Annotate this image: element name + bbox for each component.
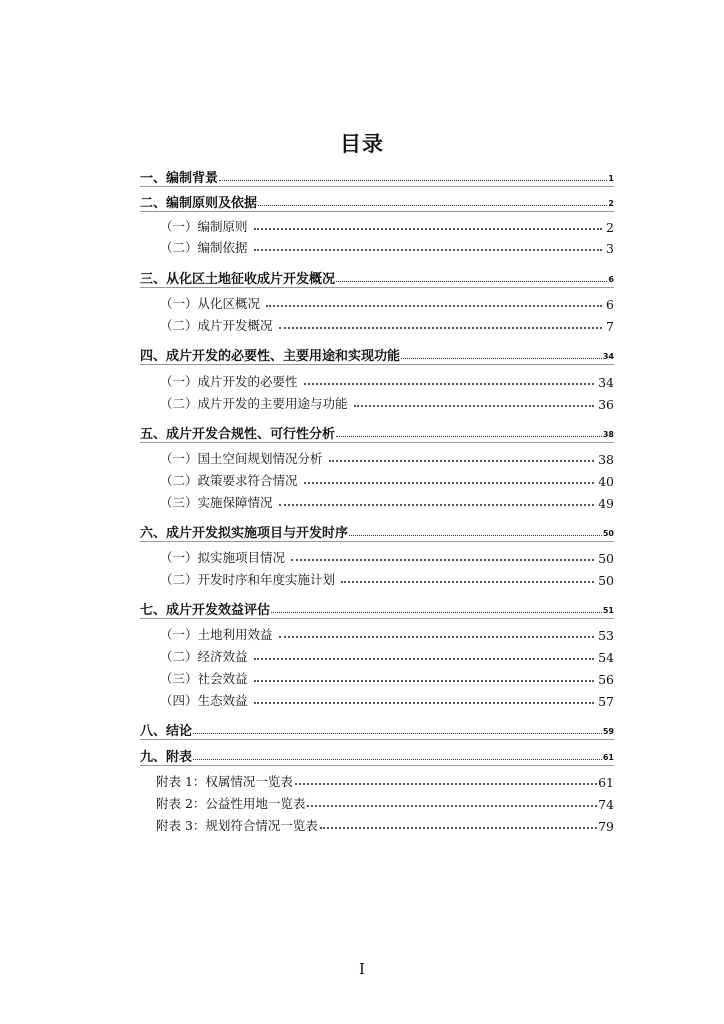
toc-entry[interactable] (140, 191, 614, 212)
toc-entry-page: 1 (608, 174, 614, 183)
toc-leader-dots (336, 436, 602, 437)
toc-entry-title: 七、成片开发效益评估 (140, 603, 271, 618)
toc-leader-dots (279, 327, 603, 329)
toc-entry-title: 三、从化区土地征收成片开发概况 (140, 272, 336, 287)
toc-entry-page: 50 (598, 551, 614, 566)
toc-entry-page: 56 (598, 672, 614, 687)
toc-entry-title: （二）编制依据 (160, 240, 248, 255)
toc-entry[interactable] (140, 647, 614, 665)
toc-entry-title: 二、编制原则及依据 (140, 196, 258, 211)
toc-leader-dots (254, 702, 595, 704)
toc-leader-dots (254, 680, 595, 682)
toc-entry-title: （一）国土空间规划情况分析 (160, 451, 323, 466)
toc-entry-page: 6 (608, 275, 614, 284)
toc-entry-title: （四）生态效益 (160, 693, 248, 708)
toc-leader-dots (295, 783, 597, 785)
toc-entry[interactable] (140, 217, 614, 235)
toc-entry[interactable] (140, 267, 614, 288)
toc-entry[interactable] (140, 691, 614, 709)
toc-entry[interactable] (140, 471, 614, 489)
toc-entry-title: （一）从化区概况 (160, 296, 261, 311)
toc-entry-title: 一、编制背景 (140, 171, 219, 186)
toc-entry[interactable] (140, 745, 614, 766)
toc-entry-page: 57 (598, 694, 614, 709)
toc-entry[interactable] (140, 294, 614, 312)
page-number: I (359, 960, 365, 978)
toc-entry-page: 54 (598, 650, 614, 665)
toc-entry-page: 38 (598, 452, 614, 467)
toc-entry-title: 附表 3：规划符合情况一览表 (156, 818, 318, 833)
toc-entry-title: （二）开发时序和年度实施计划 (160, 572, 336, 587)
toc-leader-dots (401, 358, 602, 359)
toc-leader-dots (349, 535, 602, 536)
toc-entry-page: 2 (608, 199, 614, 208)
toc-leader-dots (320, 827, 597, 829)
toc-entry-title: 附表 1：权属情况一览表 (156, 774, 293, 789)
page-title: 目录 (340, 132, 384, 156)
toc-entry[interactable] (140, 548, 614, 566)
toc-entry[interactable] (140, 372, 614, 390)
toc-entry-page: 79 (598, 819, 614, 834)
toc-entry-page: 59 (602, 727, 614, 736)
toc-entry-title: 九、附表 (140, 750, 193, 765)
toc-leader-dots (279, 636, 595, 638)
toc-leader-dots (341, 581, 594, 583)
toc-entry[interactable] (140, 816, 614, 834)
toc-entry-title: （三）实施保障情况 (160, 495, 273, 510)
toc-entry-page: 36 (598, 397, 614, 412)
toc-entry-title: （二）经济效益 (160, 649, 248, 664)
toc-leader-dots (254, 228, 603, 230)
toc-entry[interactable] (140, 422, 614, 443)
toc-entry-page: 34 (602, 352, 614, 361)
toc-leader-dots (254, 249, 603, 251)
toc-entry-title: 附表 2：公益性用地一览表 (156, 796, 306, 811)
toc-leader-dots (266, 305, 602, 307)
toc-entry[interactable] (140, 772, 614, 790)
toc-entry[interactable] (140, 719, 614, 740)
toc-leader-dots (304, 482, 595, 484)
toc-entry-page: 61 (598, 775, 614, 790)
toc-entry-title: （一）编制原则 (160, 219, 248, 234)
toc-entry-title: 八、结论 (140, 724, 193, 739)
toc-entry[interactable] (140, 344, 614, 365)
toc-entry-page: 51 (602, 606, 614, 615)
toc-entry-page: 53 (598, 628, 614, 643)
toc-entry[interactable] (140, 521, 614, 542)
toc-entry-title: （二）政策要求符合情况 (160, 473, 298, 488)
toc-entry[interactable] (140, 316, 614, 334)
toc-entry-page: 3 (606, 241, 614, 256)
toc-leader-dots (193, 733, 602, 734)
toc-entry-page: 38 (602, 430, 614, 439)
toc-entry[interactable] (140, 493, 614, 511)
toc-entry-title: （一）拟实施项目情况 (160, 550, 286, 565)
toc-entry[interactable] (140, 166, 614, 187)
toc-entry-page: 34 (598, 375, 614, 390)
toc-entry[interactable] (140, 669, 614, 687)
toc-entry-page: 61 (602, 753, 614, 762)
toc-entry-title: （二）成片开发概况 (160, 318, 273, 333)
toc-entry-title: （三）社会效益 (160, 671, 248, 686)
toc-entry[interactable] (140, 625, 614, 643)
toc-leader-dots (291, 559, 594, 561)
toc-leader-dots (279, 504, 595, 506)
toc-entry[interactable] (140, 570, 614, 588)
toc-leader-dots (193, 759, 602, 760)
toc-entry-page: 7 (606, 319, 614, 334)
toc-leader-dots (304, 383, 595, 385)
toc-entry-page: 74 (598, 797, 614, 812)
toc-entry-page: 50 (598, 573, 614, 588)
toc-leader-dots (219, 180, 607, 181)
toc-entry-page: 6 (606, 297, 614, 312)
toc-leader-dots (307, 805, 597, 807)
toc-leader-dots (271, 612, 602, 613)
toc-entry-title: 四、成片开发的必要性、主要用途和实现功能 (140, 349, 401, 364)
toc-entry-page: 2 (606, 220, 614, 235)
toc-leader-dots (329, 460, 595, 462)
toc-entry[interactable] (140, 238, 614, 256)
toc-entry[interactable] (140, 394, 614, 412)
toc-entry-page: 50 (602, 529, 614, 538)
toc-entry-page: 40 (598, 474, 614, 489)
toc-leader-dots (254, 658, 595, 660)
toc-leader-dots (354, 405, 595, 407)
toc-entry-title: （一）土地利用效益 (160, 627, 273, 642)
toc-leader-dots (258, 205, 607, 206)
toc-leader-dots (336, 281, 607, 282)
toc-entry-title: 六、成片开发拟实施项目与开发时序 (140, 526, 349, 541)
toc-entry[interactable] (140, 449, 614, 467)
toc-entry[interactable] (140, 598, 614, 619)
toc-entry-title: （二）成片开发的主要用途与功能 (160, 396, 348, 411)
toc-entry-page: 49 (598, 496, 614, 511)
toc-entry-title: （一）成片开发的必要性 (160, 374, 298, 389)
toc-entry-title: 五、成片开发合规性、可行性分析 (140, 427, 336, 442)
toc-entry[interactable] (140, 794, 614, 812)
